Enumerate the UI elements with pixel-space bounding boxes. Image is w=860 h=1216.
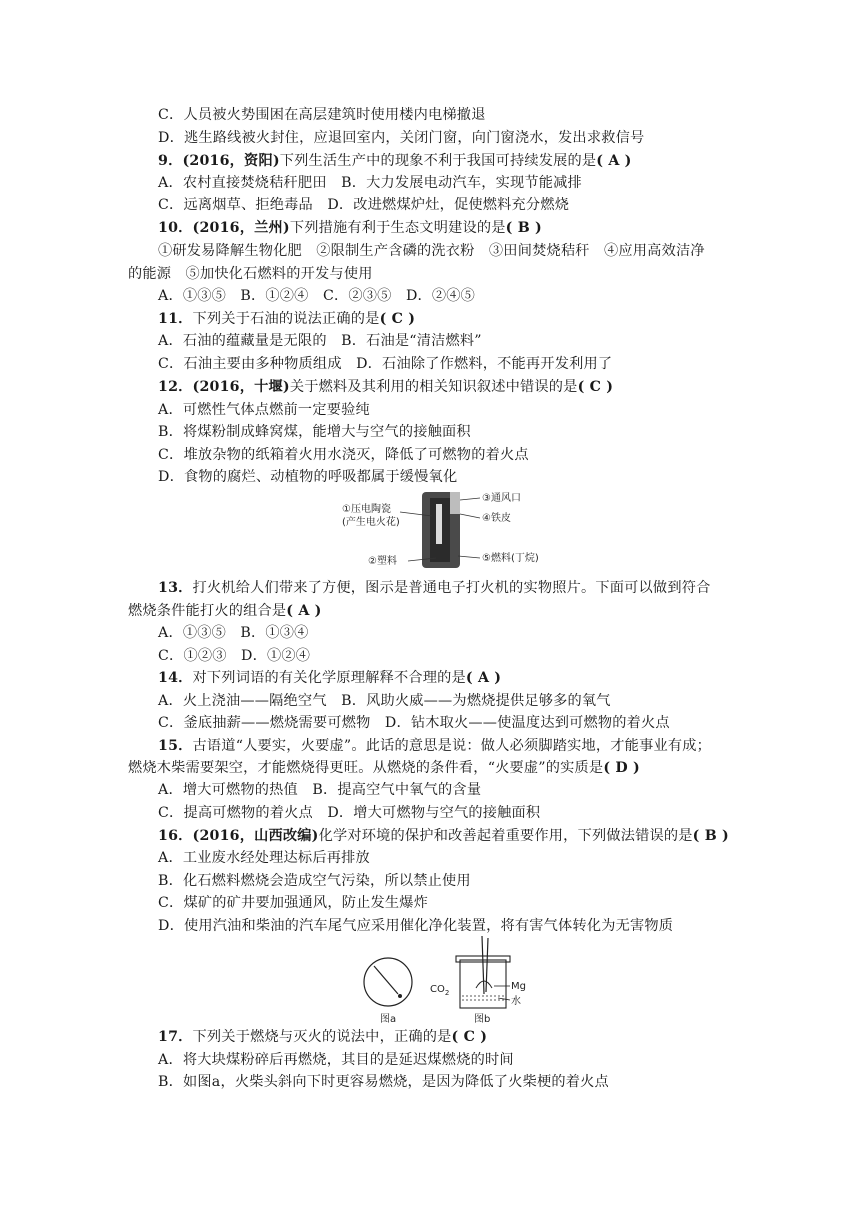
answer-choice: ( B ) bbox=[692, 828, 729, 844]
answer-choice: ( C ) bbox=[451, 1029, 488, 1045]
text-line bbox=[158, 1026, 487, 1048]
text-line bbox=[158, 330, 482, 352]
text-line bbox=[158, 466, 457, 488]
text-line bbox=[158, 308, 415, 330]
label-piezo-note: (产生电火花) bbox=[342, 517, 400, 528]
line-text: A．将大块煤粉碎后再燃烧，其目的是延迟煤燃烧的时间 bbox=[158, 1052, 514, 1068]
line-text: 燃烧木柴需要架空，才能燃烧得更旺。从燃烧的条件看，“火要虚”的实质是 bbox=[128, 760, 604, 776]
text-line bbox=[158, 825, 729, 847]
line-text: C．人员被火势围困在高层建筑时使用楼内电梯撤退 bbox=[158, 107, 486, 123]
text-line bbox=[158, 779, 481, 801]
line-text: C．石油主要由多种物质组成 D．石油除了作燃料，不能再开发利用了 bbox=[158, 356, 613, 372]
line-text: 关于燃料及其利用的相关知识叙述中错误的是 bbox=[289, 379, 578, 395]
co2-label: $CO_2$ bbox=[430, 984, 450, 997]
figure-b-label: 图b bbox=[474, 1014, 491, 1025]
text-line bbox=[158, 1049, 514, 1071]
answer-choice: ( C ) bbox=[379, 311, 416, 327]
line-text: D．使用汽油和柴油的汽车尾气应采用催化净化装置，将有害气体转化为无害物质 bbox=[158, 918, 674, 934]
line-text: ①研发易降解生物化肥 ②限制生产含磷的洗衣粉 ③田间焚烧秸秆 ④应用高效洁净 bbox=[158, 243, 705, 259]
question-number: 15． bbox=[158, 738, 193, 754]
answer-choice: ( A ) bbox=[286, 603, 322, 619]
text-line bbox=[158, 690, 611, 712]
line-text: D．食物的腐烂、动植物的呼吸都属于缓慢氧化 bbox=[158, 469, 458, 485]
text-line bbox=[158, 577, 710, 599]
text-line bbox=[158, 240, 705, 262]
question-source: (2016，资阳) bbox=[182, 153, 280, 169]
question-source: (2016，兰州) bbox=[192, 220, 290, 236]
match-and-jar-figure bbox=[360, 934, 540, 1026]
line-text: A．增大可燃物的热值 B．提高空气中氧气的含量 bbox=[158, 782, 482, 798]
label-vent: ③通风口 bbox=[482, 493, 521, 504]
text-line bbox=[128, 600, 322, 622]
text-line bbox=[158, 645, 310, 667]
text-line bbox=[158, 802, 540, 824]
line-text: 的能源 ⑤加快化石燃料的开发与使用 bbox=[128, 266, 373, 282]
answer-choice: ( B ) bbox=[505, 220, 542, 236]
question-number: 14． bbox=[158, 670, 193, 686]
text-line bbox=[158, 870, 471, 892]
answer-choice: ( D ) bbox=[603, 760, 640, 776]
figure-a-label: 图a bbox=[380, 1014, 397, 1025]
line-text: C．煤矿的矿井要加强通风，防止发生爆炸 bbox=[158, 895, 429, 911]
line-text: C．提高可燃物的着火点 D．增大可燃物与空气的接触面积 bbox=[158, 805, 541, 821]
line-text: 打火机给人们带来了方便，图示是普通电子打火机的实物照片。下面可以做到符合 bbox=[192, 580, 711, 596]
water-label: 水 bbox=[511, 996, 521, 1007]
line-text: C．远离烟草、拒绝毒品 D．改进燃煤炉灶，促使燃料充分燃烧 bbox=[158, 197, 570, 213]
line-text: C．釜底抽薪——燃烧需要可燃物 D．钻木取火——使温度达到可燃物的着火点 bbox=[158, 715, 670, 731]
line-text: 化学对环境的保护和改善起着重要作用，下列做法错误的是 bbox=[318, 828, 693, 844]
line-text: 下列关于燃烧与灭火的说法中，正确的是 bbox=[192, 1029, 452, 1045]
question-number: 17． bbox=[158, 1029, 193, 1045]
line-text: A．可燃性气体点燃前一定要验纯 bbox=[158, 402, 370, 418]
text-line bbox=[158, 712, 670, 734]
text-line bbox=[158, 285, 475, 307]
text-line bbox=[158, 421, 471, 443]
text-line bbox=[158, 847, 370, 869]
answer-choice: ( A ) bbox=[465, 670, 502, 686]
label-plastic: ②塑料 bbox=[368, 556, 397, 567]
line-text: 下列措施有利于生态文明建设的是 bbox=[289, 220, 506, 236]
label-piezo: ①压电陶瓷 bbox=[342, 504, 391, 515]
line-text: 下列生活生产中的现象不利于我国可持续发展的是 bbox=[279, 153, 597, 169]
text-line bbox=[128, 757, 640, 779]
question-number: 16． bbox=[158, 828, 193, 844]
question-number: 11． bbox=[158, 311, 193, 327]
text-line bbox=[128, 263, 373, 285]
line-text: A．工业废水经处理达标后再排放 bbox=[158, 850, 370, 866]
text-line bbox=[158, 194, 569, 216]
line-text: 古语道“人要实，火要虚”。此话的意思是说：做人必须脚踏实地，才能事业有成； bbox=[192, 738, 712, 754]
line-text: D．逃生路线被火封住，应退回室内，关闭门窗，向门窗浇水，发出求救信号 bbox=[158, 130, 645, 146]
answer-choice: ( A ) bbox=[596, 153, 632, 169]
text-line bbox=[158, 399, 370, 421]
line-text: B．化石燃料燃烧会造成空气污染，所以禁止使用 bbox=[158, 873, 471, 889]
text-line bbox=[158, 150, 632, 172]
text-line bbox=[158, 172, 582, 194]
question-number: 10． bbox=[158, 220, 193, 236]
line-text: A．火上浇油——隔绝空气 B．风助火威——为燃烧提供足够多的氧气 bbox=[158, 693, 611, 709]
text-line bbox=[158, 104, 486, 126]
answer-choice: ( C ) bbox=[577, 379, 614, 395]
question-number: 13． bbox=[158, 580, 193, 596]
line-text: C．①②③ D．①②④ bbox=[158, 648, 311, 664]
line-text: 对下列词语的有关化学原理解释不合理的是 bbox=[192, 670, 466, 686]
text-line bbox=[158, 667, 501, 689]
line-text: 燃烧条件能打火的组合是 bbox=[128, 603, 287, 619]
line-text: B．如图a，火柴头斜向下时更容易燃烧，是因为降低了火柴梗的着火点 bbox=[158, 1074, 609, 1090]
line-text: A．①③⑤ B．①③④ bbox=[158, 625, 309, 641]
text-line bbox=[158, 127, 644, 149]
line-text: A．农村直接焚烧秸秆肥田 B．大力发展电动汽车，实现节能减排 bbox=[158, 175, 582, 191]
line-text: 下列关于石油的说法正确的是 bbox=[192, 311, 380, 327]
text-line bbox=[158, 622, 309, 644]
label-fuel: ⑤燃料(丁烷) bbox=[482, 553, 539, 564]
label-iron: ④铁皮 bbox=[482, 513, 511, 524]
text-line bbox=[158, 1071, 609, 1093]
line-text: A．①③⑤ B．①②④ C．②③⑤ D．②④⑤ bbox=[158, 288, 476, 304]
lighter-figure bbox=[340, 488, 560, 572]
text-line bbox=[158, 376, 613, 398]
text-line bbox=[158, 353, 612, 375]
question-source: (2016，十堰) bbox=[192, 379, 290, 395]
text-line bbox=[158, 892, 428, 914]
text-line bbox=[158, 217, 542, 239]
question-number: 12． bbox=[158, 379, 193, 395]
mg-label: Mg bbox=[511, 981, 526, 992]
line-text: C．堆放杂物的纸箱着火用水浇灭，降低了可燃物的着火点 bbox=[158, 447, 529, 463]
question-number: 9． bbox=[158, 153, 183, 169]
text-line bbox=[158, 735, 711, 757]
text-line bbox=[158, 444, 529, 466]
question-source: (2016，山西改编) bbox=[192, 828, 319, 844]
line-text: A．石油的蕴藏量是无限的 B．石油是“清洁燃料” bbox=[158, 333, 482, 349]
line-text: B．将煤粉制成蜂窝煤，能增大与空气的接触面积 bbox=[158, 424, 471, 440]
